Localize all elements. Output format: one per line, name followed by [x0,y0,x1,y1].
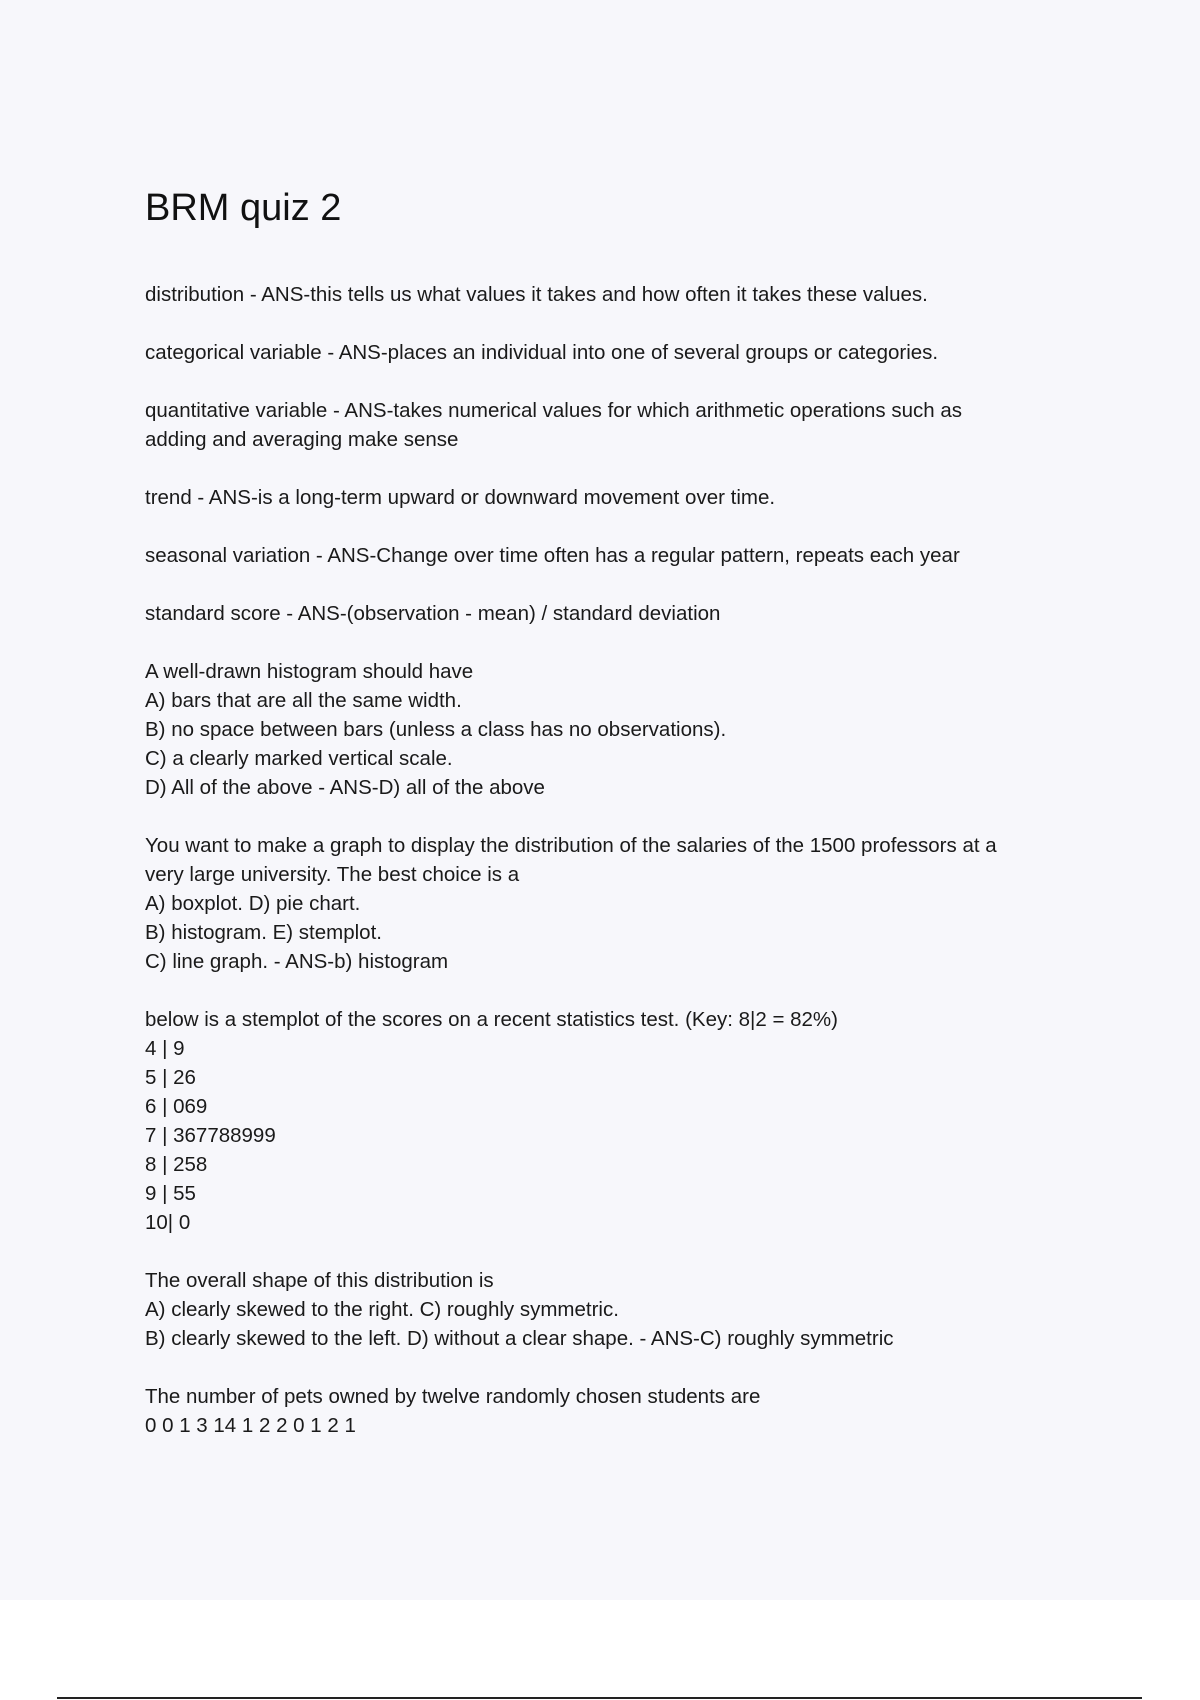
entry-line: 9 | 55 [145,1182,196,1205]
entry-line: B) histogram. E) stemplot. [145,921,382,944]
entry-line: standard score - ANS-(observation - mean) / standard deviation [145,602,721,625]
entry-line: 4 | 9 [145,1037,185,1060]
page-title: BRM quiz 2 [145,187,342,229]
entry-line: very large university. The best choice is a [145,863,520,886]
entry-line: C) line graph. - ANS-b) histogram [145,950,449,973]
qa-entry [145,831,1085,976]
entry-line: trend - ANS-is a long-term upward or downward movement over time. [145,486,776,509]
entry-line: A) bars that are all the same width. [145,689,462,712]
footer-divider [57,1697,1142,1699]
entry-line: categorical variable - ANS-places an individual into one of several groups or categories. [145,341,939,364]
entry-line: 0 0 1 3 14 1 2 2 0 1 2 1 [145,1414,356,1437]
entry-line: 8 | 258 [145,1153,208,1176]
entry-line: A) boxplot. D) pie chart. [145,892,361,915]
entry-line: A well-drawn histogram should have [145,660,474,683]
qa-entry [145,1382,1085,1440]
entry-line: The number of pets owned by twelve randomly chosen students are [145,1385,761,1408]
entry-line: quantitative variable - ANS-takes numerical values for which arithmetic operations such as [145,399,962,422]
entry-line: 5 | 26 [145,1066,196,1089]
entry-line: B) clearly skewed to the left. D) without a clear shape. - ANS-C) roughly symmetric [145,1327,894,1350]
entry-line: A) clearly skewed to the right. C) roughly symmetric. [145,1298,619,1321]
qa-entry [145,1266,1085,1353]
entry-line: 7 | 367788999 [145,1124,276,1147]
entry-line: D) All of the above - ANS-D) all of the above [145,776,545,799]
entry-line: C) a clearly marked vertical scale. [145,747,453,770]
entry-line: below is a stemplot of the scores on a recent statistics test. (Key: 8|2 = 82%) [145,1008,838,1031]
entry-line: adding and averaging make sense [145,428,459,451]
document-content [145,182,1085,1469]
qa-entry [145,657,1085,802]
entry-line: B) no space between bars (unless a class has no observations). [145,718,727,741]
qa-entry [145,599,1085,628]
entry-line: distribution - ANS-this tells us what values it takes and how often it takes these values. [145,283,928,306]
qa-entry-list [145,280,1085,1440]
qa-entry [145,338,1085,367]
entry-line: 6 | 069 [145,1095,208,1118]
entry-line: You want to make a graph to display the distribution of the salaries of the 1500 professors at a [145,834,997,857]
qa-entry [145,1005,1085,1237]
qa-entry [145,280,1085,309]
entry-line: seasonal variation - ANS-Change over time often has a regular pattern, repeats each year [145,544,960,567]
qa-entry [145,541,1085,570]
entry-line: The overall shape of this distribution is [145,1269,494,1292]
qa-entry [145,396,1085,454]
entry-line: 10| 0 [145,1211,191,1234]
qa-entry [145,483,1085,512]
